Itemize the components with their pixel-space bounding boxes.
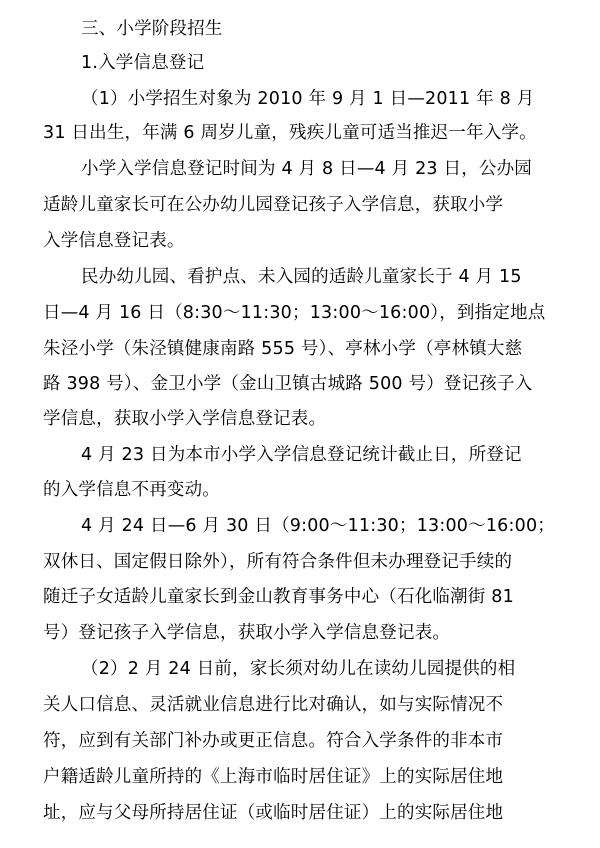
paragraph-line: （1）小学招生对象为 2010 年 9 月 1 日—2011 年 8 月 (81, 89, 535, 109)
paragraph-line: 民办幼儿园、看护点、未入园的适龄儿童家长于 4 月 15 (81, 267, 522, 287)
paragraph-line: 31 日出生，年满 6 周岁儿童，残疾儿童可适当推迟一年入学。 (43, 123, 537, 143)
paragraph-line: 日—4 月 16 日（8:30～11:30；13:00～16:00），到指定地点 (43, 303, 546, 323)
paragraph-line: 朱泾小学（朱泾镇健康南路 555 号）、亭林小学（亭林镇大慈 (43, 339, 523, 359)
paragraph-line: （2）2 月 24 日前，家长须对幼儿在读幼儿园提供的相 (81, 659, 516, 679)
paragraph-line: 路 398 号）、金卫小学（金山卫镇古城路 500 号）登记孩子入 (43, 374, 533, 394)
paragraph-line: 入学信息登记表。 (43, 231, 185, 251)
paragraph-line: 小学入学信息登记时间为 4 月 8 日—4 月 23 日，公办园 (81, 159, 533, 179)
paragraph-line: 适龄儿童家长可在公办幼儿园登记孩子入学信息，获取小学 (43, 195, 504, 215)
section-heading: 三、小学阶段招生 (81, 19, 223, 39)
paragraph-line: 符，应到有关部门补办或更正信息。符合入学条件的非本市 (43, 731, 504, 751)
paragraph-line: 随迁子女适龄儿童家长到金山教育事务中心（石化临潮街 81 (43, 587, 514, 607)
paragraph-line: 学信息，获取小学入学信息登记表。 (43, 409, 327, 429)
paragraph-line: 户籍适龄儿童所持的《上海市临时居住证》上的实际居住地 (43, 767, 504, 787)
paragraph-line: 号）登记孩子入学信息，获取小学入学信息登记表。 (43, 623, 451, 643)
paragraph-line: 的入学信息不再变动。 (43, 480, 220, 500)
paragraph-line: 4 月 24 日—6 月 30 日（9:00～11:30；13:00～16:00； (81, 516, 555, 536)
paragraph-line: 双休日、国定假日除外），所有符合条件但未办理登记手续的 (43, 552, 513, 572)
paragraph-line: 关人口信息、灵活就业信息进行比对确认，如与实际情况不 (43, 695, 504, 715)
subsection-heading: 1.入学信息登记 (81, 53, 205, 73)
paragraph-line: 址，应与父母所持居住证（或临时居住证）上的实际居住地 (43, 803, 504, 823)
paragraph-line: 4 月 23 日为本市小学入学信息登记统计截止日，所登记 (81, 445, 522, 465)
